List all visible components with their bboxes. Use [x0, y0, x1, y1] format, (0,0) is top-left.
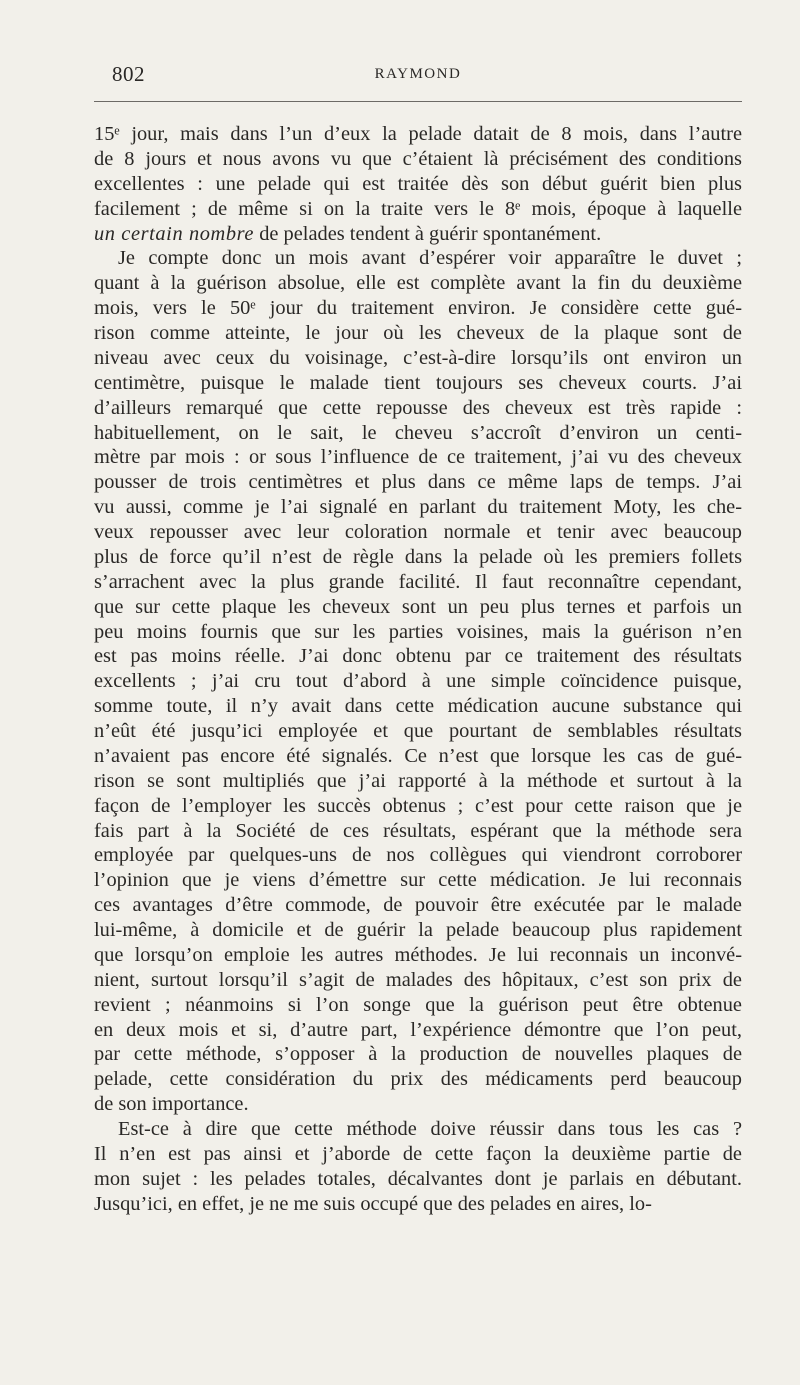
text-line: veux repousser avec leur coloration normale et tenir avec beaucoup: [94, 521, 742, 543]
text-line: niveau avec ceux du voisinage, c’est-à-dire lorsqu’ils ont environ un: [94, 346, 742, 369]
text-line: habituellement, on le sait, le cheveu s’accroît d’environ un centi-: [94, 421, 742, 444]
text-line: facilement ; de même si on la traite vers le 8ᵉ mois, époque à laquelle: [94, 197, 742, 220]
text-line: l’opinion que je viens d’émettre sur cette médication. Je lui reconnais: [94, 869, 742, 892]
text-line: fais part à la Société de ces résultats, espérant que la méthode sera: [94, 819, 742, 842]
text-line: rison se sont multipliés que j’ai rapporté à la méthode et surtout à la: [94, 769, 742, 792]
text-line: Est-ce à dire que cette méthode doive réussir dans tous les cas ?: [118, 1118, 742, 1140]
text-line: Il n’en est pas ainsi et j’aborde de cette façon la deuxième partie de: [94, 1142, 742, 1165]
text-line: est pas moins réelle. J’ai donc obtenu par ce traitement des résultats: [94, 645, 742, 668]
text-line: de son importance.: [94, 1093, 249, 1116]
text-line: revient ; néanmoins si l’on songe que la guérison peut être obtenue: [94, 993, 742, 1016]
text-line: que lorsqu’on emploie les autres méthodes. Je lui reconnais un inconvé-: [94, 943, 742, 966]
body-text: [94, 122, 742, 1217]
text-line: 15ᵉ jour, mais dans l’un d’eux la pelade datait de 8 mois, dans l’autre: [94, 123, 742, 145]
text-line: Jusqu’ici, en effet, je ne me suis occupé que des pelades en aires, lo-: [94, 1192, 652, 1215]
running-head: RAYMOND: [374, 66, 462, 82]
text-line: excellentes : une pelade qui est traitée dès son début guérit bien plus: [94, 172, 742, 195]
italic-phrase: un certain nombre: [94, 222, 255, 245]
text-line: de 8 jours et nous avons vu que c’étaient là précisément des conditions: [94, 147, 742, 170]
text-line: employée par quelques-uns de nos collègues qui viendront corroborer: [94, 844, 742, 867]
text-line: pelade, cette considération du prix des médicaments perd beaucoup: [94, 1068, 742, 1091]
text-line: par cette méthode, s’opposer à la production de nouvelles plaques de: [94, 1043, 742, 1066]
text-line: n’eût été jusqu’ici employée et que pourtant de semblables résultats: [94, 720, 742, 742]
text-line: d’ailleurs remarqué que cette repousse des cheveux est très rapide :: [94, 396, 742, 419]
text-line: mètre par mois : or sous l’influence de ce traitement, j’ai vu des cheveux: [94, 446, 742, 469]
text-line: centimètre, puisque le malade tient toujours ses cheveux courts. J’ai: [94, 371, 742, 394]
text-line: s’arrachent avec la plus grande facilité. Il faut reconnaître cependant,: [94, 570, 742, 593]
text-line: quant à la guérison absolue, elle est complète avant la fin du deuxième: [94, 272, 742, 295]
text-line: Je compte donc un mois avant d’espérer voir apparaître le duvet ;: [118, 247, 742, 270]
text-line: somme toute, il n’y avait dans cette médication aucune substance qui: [94, 695, 742, 718]
text-line: mon sujet : les pelades totales, décalvantes dont je parlais en débutant.: [94, 1167, 742, 1190]
text-line: peu moins fournis que sur les parties voisines, mais la guérison n’en: [94, 620, 742, 643]
text-line: ces avantages d’être commode, de pouvoir être exécutée par le malade: [94, 894, 742, 917]
text-line: pousser de trois centimètres et plus dans ce même laps de temps. J’ai: [94, 471, 742, 494]
page-number: 802: [112, 62, 145, 86]
text-line: façon de l’employer les succès obtenus ; c’est pour cette raison que je: [94, 794, 742, 817]
text-line: en deux mois et si, d’autre part, l’expérience démontre que l’on peut,: [94, 1018, 742, 1041]
text-line: plus de force qu’il n’est de règle dans la pelade où les premiers follets: [94, 545, 742, 568]
text-line: excellents ; j’ai cru tout d’abord à une simple coïncidence puisque,: [94, 670, 742, 693]
page-header: [94, 62, 742, 92]
text-line: lui-même, à domicile et de guérir la pelade beaucoup plus rapidement: [94, 919, 742, 941]
text-line: un certain nombre de pelades tendent à guérir spontanément.: [94, 222, 602, 245]
text-line: vu aussi, comme je l’ai signalé en parlant du traitement Moty, les che-: [94, 496, 742, 519]
header-rule: [94, 101, 742, 102]
text-line: mois, vers le 50ᵉ jour du traitement environ. Je considère cette gué-: [94, 297, 742, 320]
text-line: n’avaient pas encore été signalés. Ce n’est que lorsque les cas de gué-: [94, 744, 742, 767]
text-line: nient, surtout lorsqu’il s’agit de malades des hôpitaux, c’est son prix de: [94, 968, 742, 991]
text-line: que sur cette plaque les cheveux sont un peu plus ternes et parfois un: [94, 595, 742, 618]
text-line: rison comme atteinte, le jour où les cheveux de la plaque sont de: [94, 322, 742, 344]
